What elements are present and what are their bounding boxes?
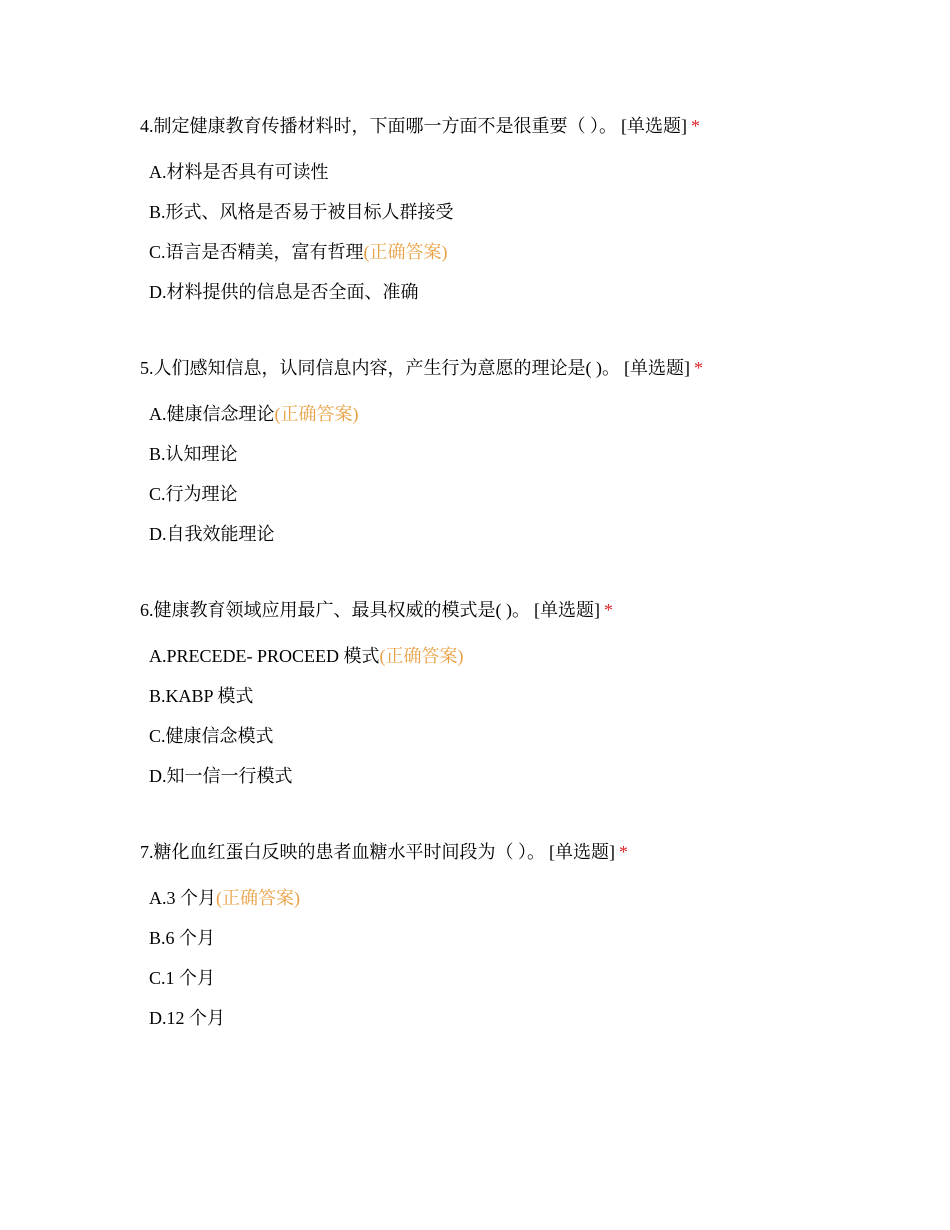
option-text: B.6 个月	[149, 928, 216, 948]
correct-answer-label: (正确答案)	[363, 242, 448, 262]
question-block	[140, 597, 920, 803]
option-text: A.材料是否具有可读性	[149, 162, 329, 182]
option-item	[149, 521, 920, 561]
option-text: A.PRECEDE- PROCEED 模式	[149, 646, 380, 666]
question-stem	[140, 355, 920, 381]
option-text: D.知一信一行模式	[149, 766, 293, 786]
option-list	[140, 643, 920, 803]
option-text: D.自我效能理论	[149, 524, 275, 544]
question-text: 6.健康教育领域应用最广、最具权威的模式是( )。	[140, 600, 530, 620]
required-mark: *	[694, 358, 703, 378]
option-text: A.3 个月	[149, 888, 216, 908]
option-item	[149, 199, 920, 239]
option-item	[149, 279, 920, 319]
option-list	[140, 159, 920, 319]
question-type-tag: [单选题]	[624, 358, 690, 378]
question-type-tag: [单选题]	[549, 842, 615, 862]
option-text: D.12 个月	[149, 1008, 225, 1028]
option-list	[140, 401, 920, 561]
option-list	[140, 885, 920, 1045]
question-text: 4.制定健康教育传播材料时，下面哪一方面不是很重要（ ）。	[140, 116, 617, 136]
option-text: C.语言是否精美，富有哲理	[149, 242, 364, 262]
option-text: A.健康信念理论	[149, 404, 275, 424]
question-type-tag: [单选题]	[534, 600, 600, 620]
option-item	[149, 965, 920, 1005]
option-item	[149, 885, 920, 925]
question-stem	[140, 113, 920, 139]
option-item	[149, 481, 920, 521]
option-text: B.认知理论	[149, 444, 238, 464]
question-text: 5.人们感知信息，认同信息内容，产生行为意愿的理论是( )。	[140, 358, 620, 378]
option-item	[149, 683, 920, 723]
option-text: B.KABP 模式	[149, 686, 254, 706]
question-block	[140, 839, 920, 1045]
option-text: C.健康信念模式	[149, 726, 274, 746]
correct-answer-label: (正确答案)	[379, 646, 464, 666]
option-text: C.1 个月	[149, 968, 216, 988]
option-item	[149, 401, 920, 441]
required-mark: *	[604, 600, 613, 620]
option-item	[149, 159, 920, 199]
question-stem	[140, 839, 920, 865]
option-item	[149, 239, 920, 279]
option-item	[149, 763, 920, 803]
option-item	[149, 1005, 920, 1045]
option-item	[149, 643, 920, 683]
option-item	[149, 441, 920, 481]
required-mark: *	[691, 116, 700, 136]
option-text: C.行为理论	[149, 484, 238, 504]
option-item	[149, 925, 920, 965]
question-type-tag: [单选题]	[621, 116, 687, 136]
question-text: 7.糖化血红蛋白反映的患者血糖水平时间段为（ ）。	[140, 842, 545, 862]
question-block	[140, 113, 920, 319]
correct-answer-label: (正确答案)	[274, 404, 359, 424]
question-block	[140, 355, 920, 561]
question-stem	[140, 597, 920, 623]
option-text: B.形式、风格是否易于被目标人群接受	[149, 202, 454, 222]
required-mark: *	[619, 842, 628, 862]
option-text: D.材料提供的信息是否全面、准确	[149, 282, 419, 302]
correct-answer-label: (正确答案)	[216, 888, 300, 908]
option-item	[149, 723, 920, 763]
